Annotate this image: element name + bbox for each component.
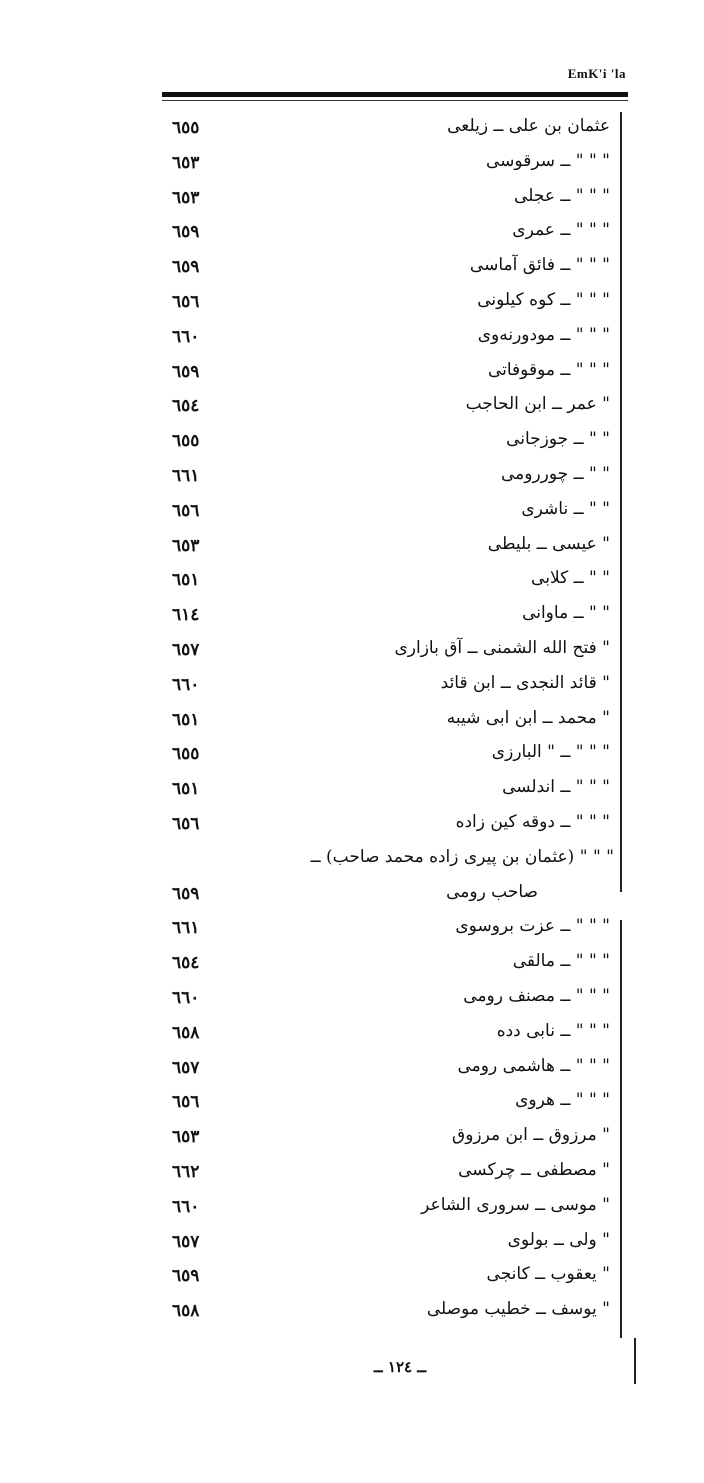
- index-list: [150, 110, 620, 1328]
- entry-name: " " " ــ سرقوسى: [486, 150, 610, 171]
- entry-page: ٦٥٧: [172, 639, 200, 660]
- entry-page: ٦٥٤: [172, 953, 200, 974]
- entry-page: ٦٥٨: [172, 1022, 200, 1043]
- index-entry: [150, 1224, 620, 1259]
- entry-name: " " " ــ مصنف رومى: [463, 985, 610, 1006]
- entry-page: ٦٥٩: [172, 1266, 200, 1287]
- entry-name: " " ــ ماوانى: [522, 603, 610, 624]
- entry-page: ٦٦٢: [172, 1161, 200, 1182]
- entry-page: ٦٥٥: [172, 744, 200, 765]
- entry-name: " " ــ جوزجانى: [506, 429, 610, 450]
- entry-page: ٦٥٣: [172, 187, 200, 208]
- entry-name: " " " ــ عزت بروسوى: [455, 916, 610, 937]
- index-entry: [150, 388, 620, 423]
- entry-page: ٦٦٠: [172, 987, 200, 1008]
- entry-page: ٦٥١: [172, 709, 200, 730]
- index-entry: [150, 562, 620, 597]
- entry-page: ٦٥٤: [172, 396, 200, 417]
- entry-page: ٦٥٦: [172, 291, 200, 312]
- entry-name: " " " ــ هاشمى رومى: [457, 1055, 610, 1076]
- entry-name: " محمد ــ ابن ابى شيبه: [446, 707, 610, 728]
- entry-page: ٦٥٦: [172, 1092, 200, 1113]
- column-rule-upper: [620, 112, 622, 892]
- index-entry: [150, 528, 620, 563]
- entry-name: " " " ــ عجلى: [514, 185, 610, 206]
- entry-page: ٦٥١: [172, 779, 200, 800]
- entry-page: ٦٥٣: [172, 1127, 200, 1148]
- index-entry: [150, 423, 620, 458]
- entry-name: " يوسف ــ خطيب موصلى: [426, 1299, 610, 1320]
- index-entry: [150, 702, 620, 737]
- entry-page: ٦٥٩: [172, 222, 200, 243]
- index-entry: [150, 110, 620, 145]
- index-entry: [150, 980, 620, 1015]
- index-entry: [150, 667, 620, 702]
- entry-page: ٦٥٩: [172, 361, 200, 382]
- entry-name: " " " ــ نابى دده: [496, 1020, 610, 1041]
- index-entry: [150, 354, 620, 389]
- index-entry: [150, 1050, 620, 1085]
- header-rule-thin: [162, 100, 628, 101]
- entry-name: " " ــ كلابى: [531, 568, 610, 589]
- index-entry: [150, 249, 620, 284]
- entry-page: ٦٥٦: [172, 813, 200, 834]
- entry-page: ٦٥٧: [172, 1231, 200, 1252]
- entry-name: " " ــ ناشرى: [521, 498, 610, 519]
- entry-page: ٦٦٠: [172, 674, 200, 695]
- entry-page: ٦٥٦: [172, 500, 200, 521]
- entry-page: ٦٥٥: [172, 118, 200, 138]
- entry-page: ٦٦١: [172, 918, 200, 939]
- index-entry: [150, 1015, 620, 1050]
- entry-page: ٦٥٧: [172, 1057, 200, 1078]
- entry-page: ٦٥٣: [172, 152, 200, 173]
- header-rule-thick: [162, 92, 628, 97]
- entry-name: " " " ــ دوقه كين زاده: [455, 811, 610, 832]
- entry-name: " يعقوب ــ كانجى: [486, 1264, 610, 1285]
- entry-name: " موسى ــ سرورى الشاعر: [421, 1194, 610, 1215]
- index-entry: [150, 493, 620, 528]
- entry-name: " " " ــ فائق آماسى: [469, 255, 610, 276]
- entry-page: ٦٦٠: [172, 1196, 200, 1217]
- index-entry: [150, 910, 620, 945]
- entry-page: ٦٥٨: [172, 1301, 200, 1322]
- index-entry: [150, 1154, 620, 1189]
- entry-name: " " " ــ هروى: [515, 1090, 610, 1111]
- index-entry: [150, 945, 620, 980]
- entry-name: " " ــ چوررومى: [500, 463, 610, 484]
- entry-page: ٦٥٩: [172, 257, 200, 278]
- entry-name: " عمر ــ ابن الحاجب: [465, 394, 610, 415]
- index-entry: [150, 632, 620, 667]
- entry-page: ٦٥٥: [172, 431, 200, 452]
- header-code: EmK'i 'la: [567, 66, 626, 81]
- index-entry: [150, 876, 620, 911]
- entry-name: " " " ــ عمرى: [512, 220, 610, 241]
- entry-page: ٦٥١: [172, 570, 200, 591]
- index-entry: [150, 145, 620, 180]
- index-entry: [150, 319, 620, 354]
- index-entry: [150, 841, 620, 876]
- column-rule-lower: [620, 920, 622, 1338]
- index-entry: [150, 806, 620, 841]
- entry-name: " " " ــ موقوفاتى: [487, 359, 610, 380]
- entry-page: ٦٥٣: [172, 535, 200, 556]
- entry-name: " قائد النجدى ــ ابن قائد: [440, 672, 610, 693]
- entry-page: ٦٦١: [172, 465, 200, 486]
- entry-name: " مرزوق ــ ابن مرزوق: [452, 1125, 610, 1146]
- entry-page: ٦١٤: [172, 605, 200, 626]
- index-entry: [150, 1293, 620, 1328]
- index-entry: [150, 1119, 620, 1154]
- index-entry: [150, 284, 620, 319]
- entry-name: " فتح الله الشمنى ــ آق بازارى: [394, 637, 610, 658]
- margin-mark: [634, 1338, 636, 1384]
- entry-name: " عيسى ــ بليطى: [487, 533, 610, 554]
- index-entry: [150, 1084, 620, 1119]
- index-entry: [150, 597, 620, 632]
- entry-name: " " " ــ مالقى: [512, 951, 610, 972]
- index-entry: [150, 1258, 620, 1293]
- page-number: ــ ١٢٤ ــ: [373, 1358, 427, 1376]
- entry-name: عثمان بن على ــ زيلعى: [447, 116, 610, 136]
- entry-name: صاحب رومى: [446, 881, 538, 902]
- entry-page: ٦٥٩: [172, 883, 200, 904]
- entry-name: " مصطفى ــ چركسى: [458, 1159, 610, 1180]
- entry-name: " " " ــ مودورنەوى: [477, 324, 610, 345]
- entry-name: " " " ــ اندلسى: [502, 777, 610, 798]
- entry-name: " ولى ــ بولوى: [507, 1229, 610, 1250]
- index-entry: [150, 771, 620, 806]
- index-entry: [150, 1189, 620, 1224]
- entry-name: " " " ــ كوه كيلونى: [477, 289, 610, 310]
- index-entry: [150, 214, 620, 249]
- entry-name: " " " (عثمان بن پيرى زاده محمد صاحب) ــ: [310, 846, 614, 867]
- index-entry: [150, 736, 620, 771]
- index-entry: [150, 458, 620, 493]
- entry-page: ٦٦٠: [172, 326, 200, 347]
- index-entry: [150, 180, 620, 215]
- entry-name: " " " ــ " البارزى: [491, 742, 610, 763]
